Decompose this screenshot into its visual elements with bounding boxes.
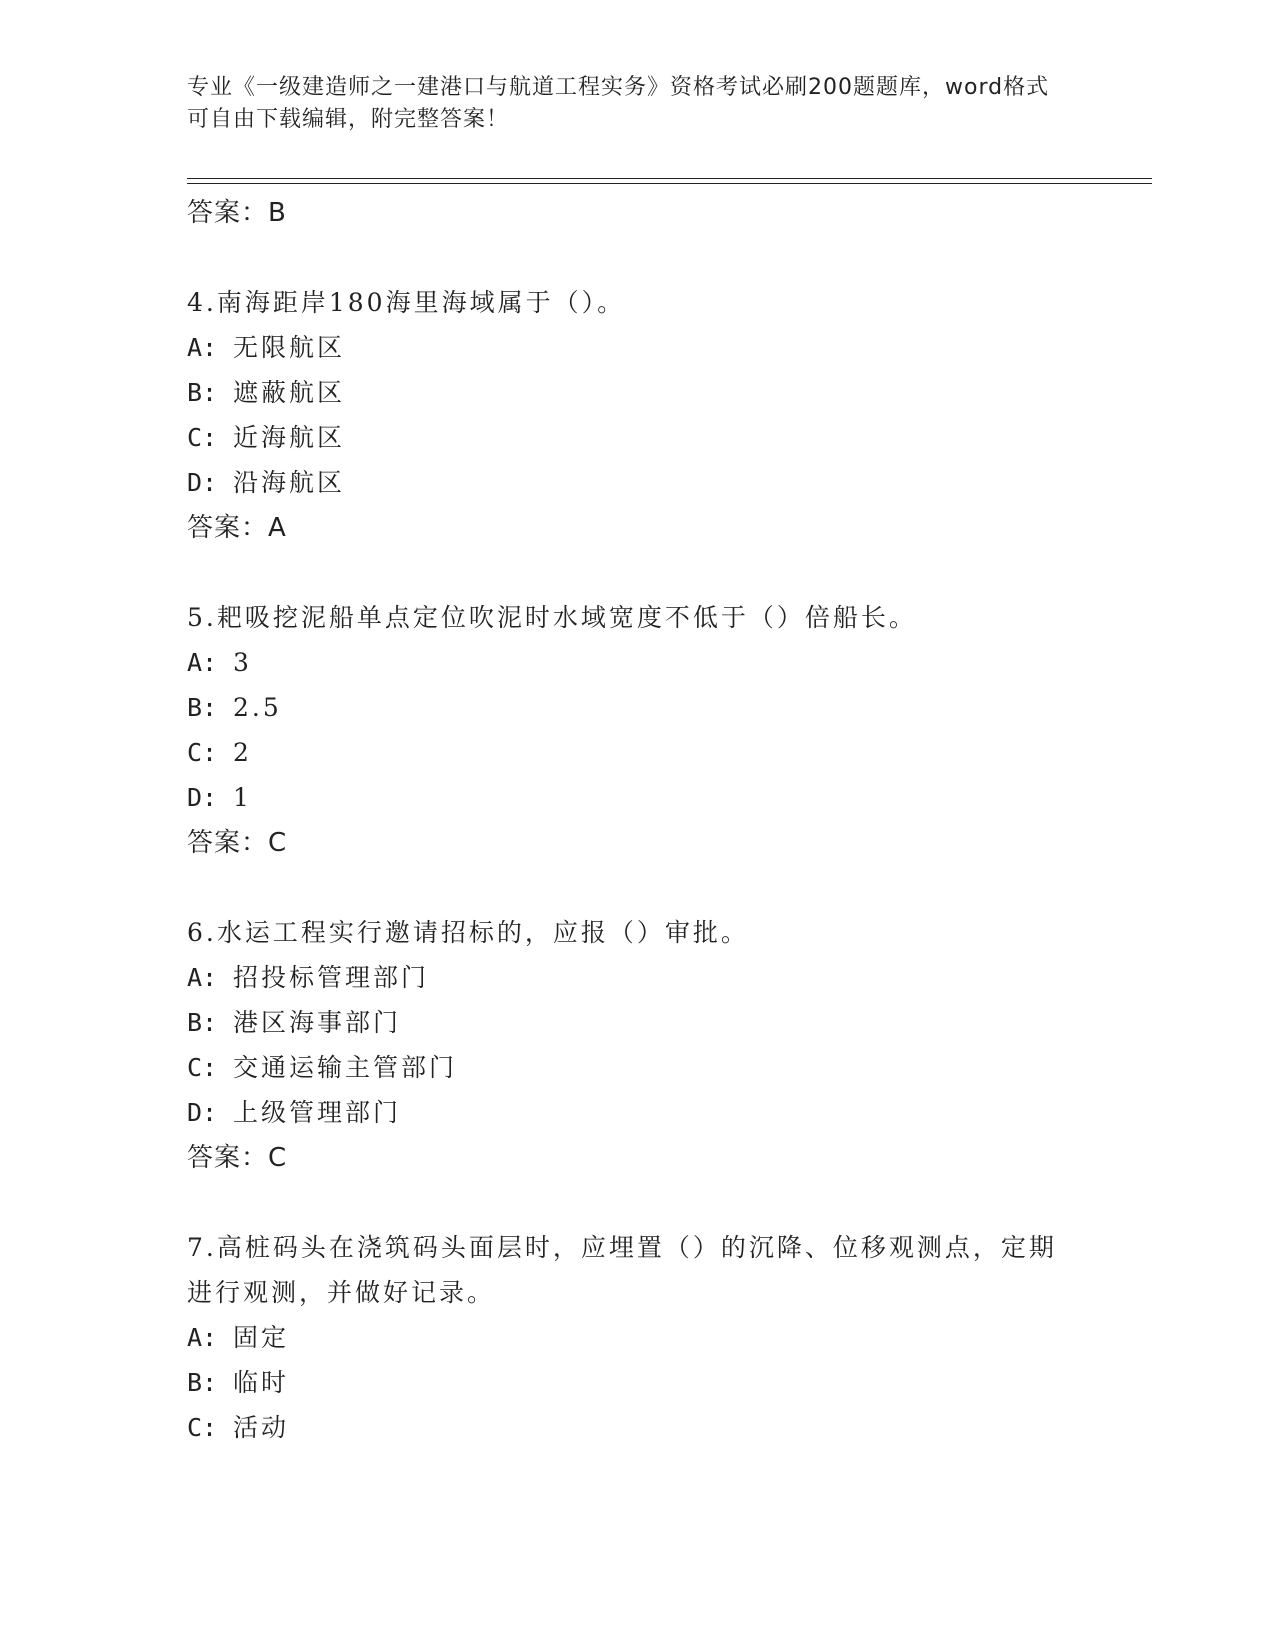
- option-b: [187, 685, 1067, 730]
- option-text: 2: [233, 738, 252, 767]
- option-letter: C:: [187, 738, 218, 767]
- header-divider-bottom: [187, 183, 1152, 184]
- option-b: [187, 1000, 1067, 1045]
- option-b: [187, 370, 1067, 415]
- question-content: [187, 190, 1067, 1450]
- question-stem: 4.南海距岸180海里海域属于（）。: [187, 288, 626, 317]
- option-text: 无限航区: [233, 333, 346, 362]
- option-text: 1: [233, 783, 252, 812]
- option-text: 活动: [233, 1413, 290, 1442]
- question-stem: 6.水运工程实行邀请招标的，应报（）审批。: [187, 918, 749, 947]
- option-letter: B:: [187, 693, 218, 722]
- option-letter: D:: [187, 1098, 218, 1127]
- option-text: 港区海事部门: [233, 1008, 402, 1037]
- option-letter: A:: [187, 333, 218, 362]
- option-c: [187, 730, 1067, 775]
- question-stem: 5.耙吸挖泥船单点定位吹泥时水域宽度不低于（）倍船长。: [187, 603, 917, 632]
- option-letter: A:: [187, 963, 218, 992]
- option-text: 2.5: [233, 693, 282, 722]
- option-letter: D:: [187, 468, 218, 497]
- option-text: 固定: [233, 1323, 290, 1352]
- option-c: [187, 1405, 1067, 1450]
- option-text: 沿海航区: [233, 468, 346, 497]
- option-a: [187, 325, 1067, 370]
- option-letter: D:: [187, 783, 218, 812]
- option-letter: A:: [187, 648, 218, 677]
- option-c: [187, 415, 1067, 460]
- option-b: [187, 1360, 1067, 1405]
- option-letter: B:: [187, 1368, 218, 1397]
- option-text: 交通运输主管部门: [233, 1053, 458, 1082]
- option-d: [187, 1090, 1067, 1135]
- option-d: [187, 460, 1067, 505]
- option-letter: A:: [187, 1323, 218, 1352]
- option-letter: C:: [187, 1413, 218, 1442]
- answer-line: 答案：C: [187, 1143, 288, 1173]
- option-a: [187, 955, 1067, 1000]
- spacer: [187, 236, 1067, 280]
- spacer: [187, 551, 1067, 595]
- option-a: [187, 640, 1067, 685]
- option-letter: B:: [187, 1008, 218, 1037]
- option-letter: C:: [187, 1053, 218, 1082]
- option-text: 上级管理部门: [233, 1098, 402, 1127]
- option-text: 近海航区: [233, 423, 346, 452]
- option-text: 招投标管理部门: [233, 963, 430, 992]
- question-stem: 7.高桩码头在浇筑码头面层时，应埋置（）的沉降、位移观测点，定期进行观测，并做好记录。: [187, 1233, 1057, 1307]
- answer-line: 答案：C: [187, 828, 288, 858]
- option-d: [187, 775, 1067, 820]
- spacer: [187, 866, 1067, 910]
- option-text: 临时: [233, 1368, 290, 1397]
- answer-line: 答案：B: [187, 198, 287, 228]
- option-text: 遮蔽航区: [233, 378, 346, 407]
- question-block: [187, 1225, 1067, 1450]
- option-a: [187, 1315, 1067, 1360]
- option-c: [187, 1045, 1067, 1090]
- header-divider-top: [187, 178, 1152, 179]
- question-block: [187, 910, 1067, 1181]
- question-block: [187, 595, 1067, 866]
- question-block: [187, 280, 1067, 551]
- document-header: 专业《一级建造师之一建港口与航道工程实务》资格考试必刷200题题库，word格式可自由下载编辑，附完整答案！: [187, 75, 1050, 132]
- option-letter: C:: [187, 423, 218, 452]
- option-text: 3: [233, 648, 252, 677]
- answer-line: 答案：A: [187, 513, 287, 543]
- spacer: [187, 1181, 1067, 1225]
- option-letter: B:: [187, 378, 218, 407]
